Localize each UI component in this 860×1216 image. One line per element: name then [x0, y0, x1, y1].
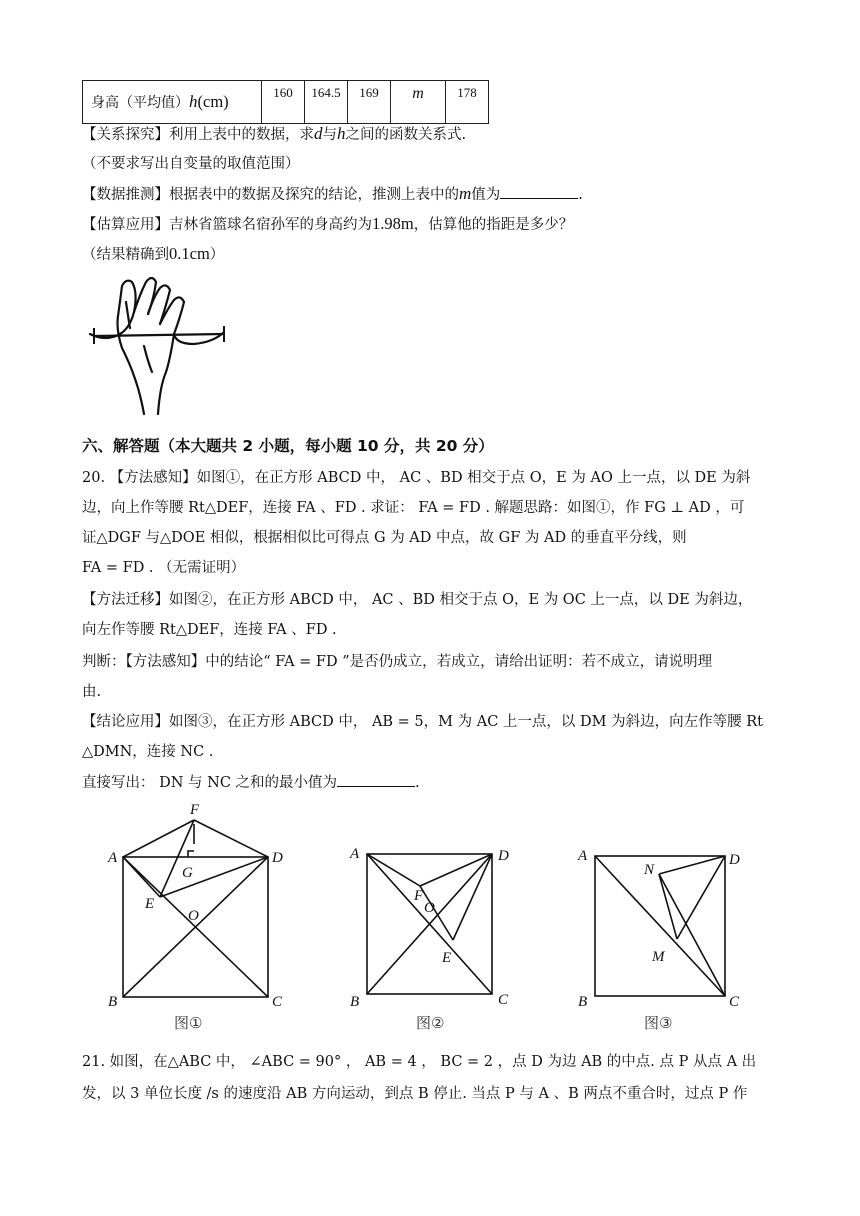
label-E: E	[442, 950, 452, 966]
q20-line: 判断：【方法感知】中的结论“ FA = FD ”是否仍成立，若成立，请给出证明：若不成立，请说明理	[82, 654, 713, 670]
label-B: B	[108, 994, 118, 1010]
table-row-label: 身高（平均值）h(cm)	[83, 81, 262, 124]
apply-note: （结果精确到0.1cm）	[82, 244, 225, 263]
figure-2-caption: 图②	[416, 1014, 445, 1032]
section-heading: 六、解答题（本大题共 2 小题，每小题 10 分，共 20 分）	[82, 437, 494, 455]
q20-line: 向左作等腰 Rt△DEF，连接 FA 、FD .	[82, 622, 337, 638]
q21-line: 发，以 3 单位长度 /s 的速度沿 AB 方向运动，到点 B 停止. 当点 P 与 A 、B 两点不重合时，过点 P 作	[82, 1086, 748, 1102]
figure-3	[572, 840, 752, 1015]
table-row	[83, 81, 489, 124]
q20-line: 【结论应用】如图③，在正方形 ABCD 中， AB = 5，M 为 AC 上一点，以 DM 为斜边，向左作等腰 Rt	[82, 714, 763, 730]
label-O: O	[424, 900, 435, 916]
table-cell: m	[391, 81, 446, 124]
q20-line: 边，向上作等腰 Rt△DEF，连接 FA 、FD . 求证： FA = FD . 解题思路：如图①，作 FG ⊥ AD ，可	[82, 500, 745, 516]
q21-line: 21. 如图，在△ABC 中， ∠ABC = 90° ， AB = 4 ， BC = 2 ，点 D 为边 AB 的中点. 点 P 从点 A 出	[82, 1054, 757, 1070]
answer-blank[interactable]	[500, 184, 578, 199]
figure-3-caption: 图③	[644, 1014, 673, 1032]
table-cell: 160	[262, 81, 305, 124]
label-B: B	[350, 994, 360, 1010]
table-cell: 178	[446, 81, 489, 124]
label-C: C	[498, 992, 509, 1008]
label-N: N	[644, 862, 655, 878]
figure-2	[340, 838, 525, 1018]
figure-1-caption: 图①	[174, 1014, 203, 1032]
label-O: O	[188, 908, 199, 924]
label-D: D	[729, 852, 740, 868]
relation-paragraph: 【关系探究】利用上表中的数据，求d与h之间的函数关系式.	[82, 124, 467, 143]
label-A: A	[350, 846, 360, 862]
relation-note: （不要求写出自变量的取值范围）	[82, 156, 300, 172]
label-E: E	[145, 896, 155, 912]
q20-line: 由.	[82, 684, 102, 700]
label-C: C	[272, 994, 283, 1010]
answer-blank[interactable]	[337, 772, 415, 787]
q20-line: 证△DGF 与△DOE 相似，根据相似比可得点 G 为 AD 中点，故 GF 为 AD 的垂直平分线，则	[82, 530, 687, 546]
apply-paragraph: 【估算应用】吉林省篮球名宿孙军的身高约为1.98m，估算他的指距是多少？	[82, 214, 574, 233]
height-table	[82, 80, 489, 124]
figure-1	[100, 800, 290, 1015]
table-cell: 169	[348, 81, 391, 124]
label-A: A	[578, 848, 588, 864]
hand-span-line	[94, 334, 224, 336]
label-A: A	[108, 850, 118, 866]
label-G: G	[182, 865, 193, 881]
label-F: F	[190, 802, 200, 818]
label-D: D	[498, 848, 509, 864]
q20-line: 【方法迁移】如图②，在正方形 ABCD 中， AC 、BD 相交于点 O，E 为 OC 上一点，以 DE 为斜边，	[82, 592, 753, 608]
hand-span-illustration	[86, 272, 236, 420]
label-B: B	[578, 994, 588, 1010]
guess-paragraph: 【数据推测】根据表中的数据及探究的结论，推测上表中的m值为 .	[82, 184, 583, 203]
label-F: F	[414, 888, 424, 904]
label-D: D	[272, 850, 283, 866]
q20-line: FA = FD . （无需证明）	[82, 560, 246, 576]
label-M: M	[652, 949, 665, 965]
label-C: C	[729, 994, 740, 1010]
q20-line: 20. 【方法感知】如图①，在正方形 ABCD 中， AC 、BD 相交于点 O，E 为 AO 上一点，以 DE 为斜	[82, 470, 751, 486]
q20-line: △DMN，连接 NC .	[82, 744, 214, 760]
q20-line: 直接写出： DN 与 NC 之和的最小值为 .	[82, 772, 420, 793]
table-cell: 164.5	[305, 81, 348, 124]
